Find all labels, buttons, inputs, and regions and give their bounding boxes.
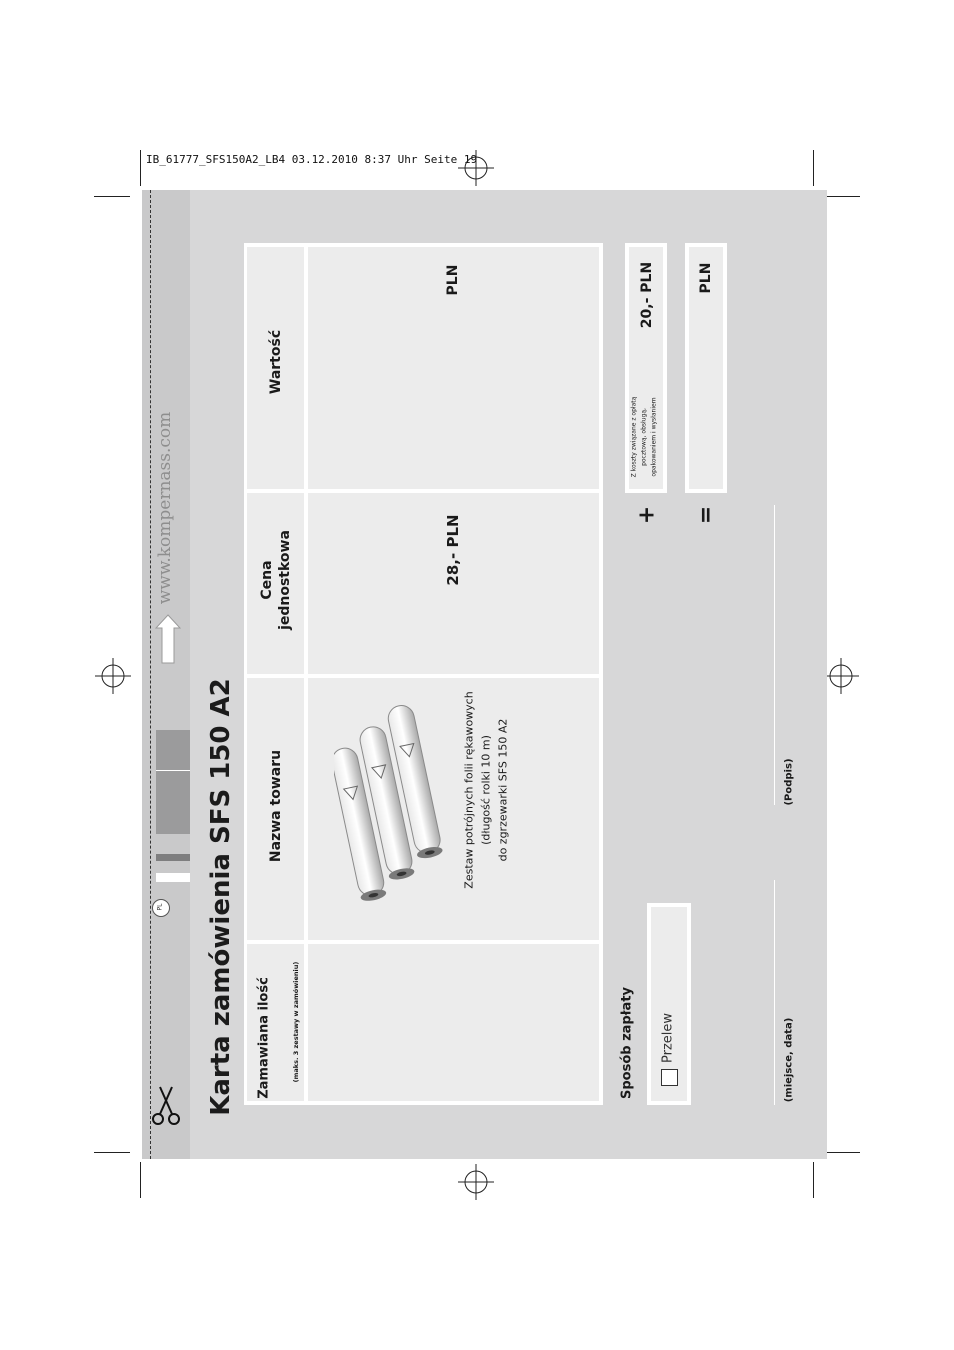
crop-mark	[813, 150, 814, 186]
strip-white-bar	[156, 873, 190, 882]
crop-mark	[140, 150, 141, 186]
print-slug: IB_61777_SFS150A2_LB4 03.12.2010 8:37 Uhr Seite 19	[146, 153, 478, 166]
product-line-2: (długość rolki 10 m)	[479, 735, 493, 845]
unit-price: 28,- PLN	[444, 514, 462, 586]
header-unit-price-line2: jednostkowa	[277, 530, 293, 630]
header-product: Nazwa towaru	[268, 749, 284, 863]
side-strip	[142, 190, 190, 1159]
website-url[interactable]: www.kompernass.com	[155, 411, 175, 605]
crop-mark	[94, 1152, 130, 1153]
cut-line	[150, 190, 151, 1159]
header-value: Wartość	[268, 329, 284, 395]
plus-operator: +	[634, 505, 660, 525]
strip-separator	[156, 854, 190, 861]
crop-mark	[813, 1162, 814, 1198]
signature-line[interactable]	[774, 505, 775, 805]
product-line-3: do zgrzewarki SFS 150 A2	[496, 718, 510, 862]
header-quantity: Zamawiana ilość	[256, 977, 272, 1099]
total-currency: PLN	[698, 262, 714, 294]
signature-label: (Podpis)	[783, 758, 795, 806]
header-quantity-wrap	[256, 950, 302, 1100]
crop-mark	[824, 1152, 860, 1153]
cell-quantity[interactable]	[308, 944, 599, 1101]
shipping-amount: 20,- PLN	[639, 261, 655, 329]
arrow-up-icon	[155, 614, 181, 664]
shipping-note-1: Z koszty związane z opłatą	[630, 396, 638, 478]
value-currency: PLN	[445, 264, 461, 296]
header-cell-unit-price	[247, 493, 304, 674]
shipping-note-3: opakowaniem i wysłaniem	[650, 397, 658, 477]
page-title: Karta zamówienia SFS 150 A2	[206, 678, 236, 1116]
place-date-line[interactable]	[774, 880, 775, 1105]
strip-dark-block	[156, 730, 190, 834]
registration-mark-icon	[823, 658, 859, 694]
foil-rolls-image	[334, 700, 444, 910]
crop-mark	[94, 196, 130, 197]
place-date-label: (miejsce, data)	[783, 1017, 795, 1103]
transfer-checkbox[interactable]	[661, 1069, 678, 1086]
language-badge-label: PL	[156, 903, 164, 911]
transfer-label: Przelew	[660, 1012, 676, 1064]
crop-mark	[824, 196, 860, 197]
shipping-note-2: pocztową, obsługą,	[640, 408, 648, 466]
strip-white-line	[156, 770, 190, 771]
product-line-1: Zestaw potrójnych folii rękawowych	[462, 691, 476, 889]
scissors-icon	[148, 1083, 184, 1127]
registration-mark-icon	[458, 1164, 494, 1200]
registration-mark-icon	[458, 150, 494, 186]
payment-heading: Sposób zapłaty	[619, 986, 635, 1100]
equals-operator: =	[693, 505, 719, 525]
header-unit-price-line1: Cena	[259, 560, 275, 600]
header-quantity-note: (maks. 3 zestawy w zamówieniu)	[292, 961, 300, 1083]
registration-mark-icon	[95, 658, 131, 694]
crop-mark	[140, 1162, 141, 1198]
